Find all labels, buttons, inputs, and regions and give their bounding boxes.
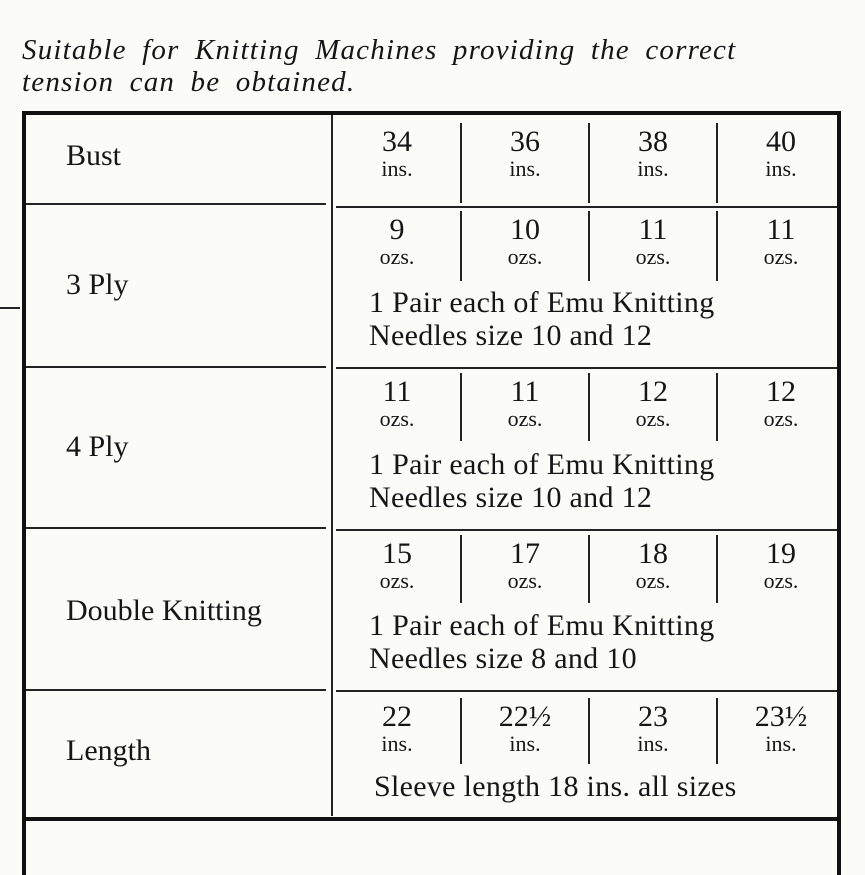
- length-values: [333, 698, 833, 772]
- row-rule: [26, 366, 326, 368]
- table-cell: [589, 373, 717, 447]
- cell-unit: ozs.: [635, 406, 671, 431]
- bust-values: [333, 123, 833, 197]
- table-cell: [589, 211, 717, 285]
- cell-value: 17: [510, 537, 540, 570]
- cell-value: 36: [510, 125, 540, 158]
- cell-unit: ins.: [509, 156, 541, 181]
- cell-value: 22: [382, 700, 412, 733]
- table-cell: [461, 535, 589, 609]
- 4-ply-values: [333, 373, 833, 447]
- cell-unit: ozs.: [507, 406, 543, 431]
- cell-unit: ozs.: [763, 244, 799, 269]
- cell-value: 11: [510, 375, 540, 408]
- cell-unit: ozs.: [763, 568, 799, 593]
- table-cell: [589, 535, 717, 609]
- 3-ply-values: [333, 211, 833, 285]
- sleeve-length-note: [374, 770, 737, 803]
- cell-value: 11: [638, 213, 668, 246]
- cell-unit: ozs.: [379, 244, 415, 269]
- needle-note-double-knitting: [369, 609, 715, 675]
- cell-value: 10: [510, 213, 540, 246]
- note-line: Needles size 8 and 10: [369, 642, 637, 675]
- table-cell: [333, 373, 461, 447]
- table-cell: [589, 698, 717, 772]
- row-rule: [26, 203, 326, 205]
- table-cell: [333, 698, 461, 772]
- cell-value: 15: [382, 537, 412, 570]
- row-label-bust: Bust: [66, 139, 122, 172]
- note-line: Needles size 10 and 12: [369, 481, 653, 514]
- size-table: [22, 111, 841, 875]
- cell-value: 23: [638, 700, 668, 733]
- cell-unit: ins.: [381, 156, 413, 181]
- needle-note-3-ply: [369, 286, 715, 352]
- cell-value: 11: [382, 375, 412, 408]
- row-rule: [336, 367, 837, 369]
- row-rule: [336, 529, 837, 531]
- row-rule: [336, 206, 837, 208]
- needle-note-4-ply: [369, 448, 715, 514]
- table-cell: [461, 211, 589, 285]
- cell-value: 12: [766, 375, 796, 408]
- cell-value: 34: [382, 125, 412, 158]
- double-knitting-values: [333, 535, 833, 609]
- cell-unit: ozs.: [635, 244, 671, 269]
- table-cell: [717, 698, 845, 772]
- note-line: 1 Pair each of Emu Knitting: [369, 286, 715, 319]
- row-label-3-ply: 3 Ply: [66, 268, 129, 301]
- table-cell: [333, 123, 461, 197]
- table-cell: [717, 123, 845, 197]
- row-label-4-ply: 4 Ply: [66, 430, 129, 463]
- cell-value: 18: [638, 537, 668, 570]
- row-rule: [26, 527, 326, 529]
- cell-unit: ins.: [637, 731, 669, 756]
- cell-unit: ins.: [381, 731, 413, 756]
- table-cell: [717, 373, 845, 447]
- cell-unit: ozs.: [507, 244, 543, 269]
- cell-unit: ins.: [637, 156, 669, 181]
- table-cell: [589, 123, 717, 197]
- table-cell: [333, 535, 461, 609]
- table-cell: [717, 211, 845, 285]
- table-cell: [461, 698, 589, 772]
- row-rule: [336, 690, 837, 692]
- table-cell: [461, 373, 589, 447]
- cell-value: 22½: [498, 700, 552, 733]
- table-cell: [333, 211, 461, 285]
- cell-value: 11: [766, 213, 796, 246]
- row-label-length: Length: [66, 734, 151, 767]
- cell-unit: ozs.: [635, 568, 671, 593]
- intro-line-1: Suitable for Knitting Machines providing the correct: [22, 34, 737, 66]
- cell-value: 38: [638, 125, 668, 158]
- cell-unit: ins.: [765, 731, 797, 756]
- intro-text: [22, 34, 857, 98]
- row-label-double-knitting: Double Knitting: [66, 594, 262, 627]
- cell-value: 9: [389, 213, 405, 246]
- table-cell: [717, 535, 845, 609]
- cell-value: 40: [766, 125, 796, 158]
- table-bottom-rule: [26, 817, 837, 821]
- cell-unit: ozs.: [379, 568, 415, 593]
- table-cell: [461, 123, 589, 197]
- cell-unit: ins.: [765, 156, 797, 181]
- cell-unit: ozs.: [507, 568, 543, 593]
- note-line: 1 Pair each of Emu Knitting: [369, 448, 715, 481]
- margin-tick-mark: [0, 307, 20, 309]
- row-rule: [26, 689, 326, 691]
- cell-value: 12: [638, 375, 668, 408]
- cell-unit: ins.: [509, 731, 541, 756]
- cell-unit: ozs.: [763, 406, 799, 431]
- cell-unit: ozs.: [379, 406, 415, 431]
- cell-value: 23½: [754, 700, 808, 733]
- note-line: Needles size 10 and 12: [369, 319, 653, 352]
- note-line: Sleeve length 18 ins. all sizes: [374, 770, 737, 803]
- cell-value: 19: [766, 537, 796, 570]
- note-line: 1 Pair each of Emu Knitting: [369, 609, 715, 642]
- intro-line-2: tension can be obtained.: [22, 66, 356, 98]
